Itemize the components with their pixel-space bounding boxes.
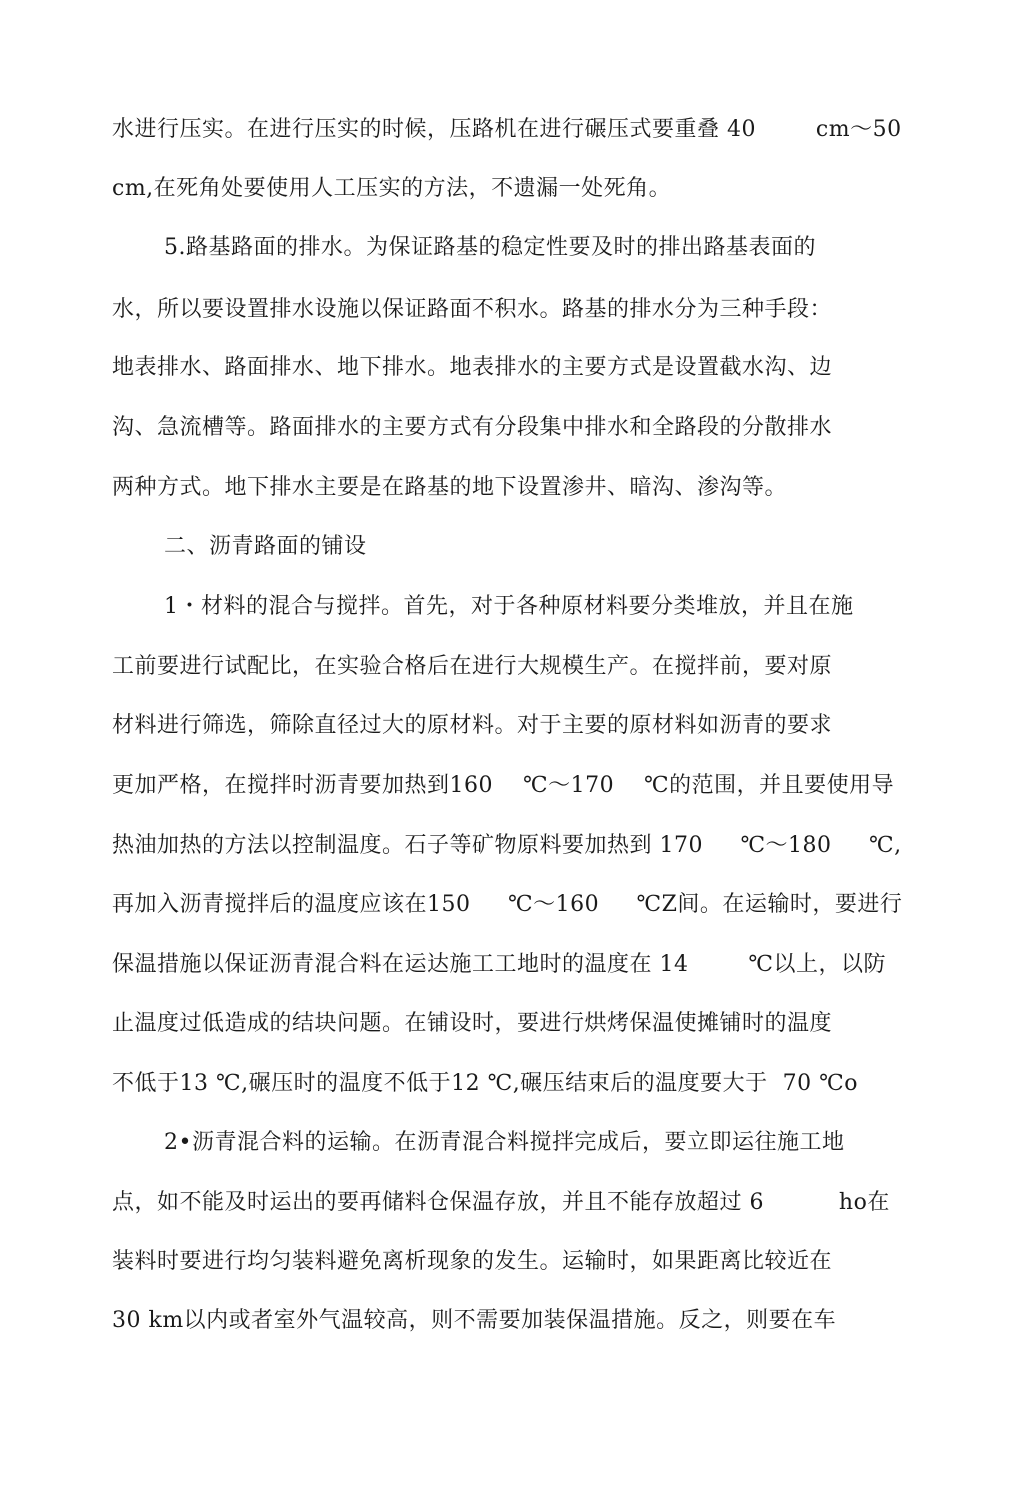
text-line: 地表排水、路面排水、地下排水。地表排水的主要方式是设置截水沟、边 <box>112 355 833 380</box>
text-line: 再加入沥青搅拌后的温度应该在150 ℃～160 ℃Z间。在运输时，要进行 <box>112 892 903 917</box>
text-line: 点，如不能及时运出的要再储料仓保温存放，并且不能存放超过 6 ho在 <box>112 1190 890 1215</box>
text-line: 两种方式。地下排水主要是在路基的地下设置渗井、暗沟、渗沟等。 <box>112 475 788 500</box>
text-line: 工前要进行试配比，在实验合格后在进行大规模生产。在搅拌前，要对原 <box>112 654 833 679</box>
text-line: 热油加热的方法以控制温度。石子等矿物原料要加热到 170 ℃～180 ℃, <box>112 833 902 858</box>
text-line: 材料进行筛选，筛除直径过大的原材料。对于主要的原材料如沥青的要求 <box>112 713 833 738</box>
text-line: 水，所以要设置排水设施以保证路面不积水。路基的排水分为三种手段： <box>112 297 833 322</box>
text-line: 装料时要进行均匀装料避免离析现象的发生。运输时，如果距离比较近在 <box>112 1249 833 1274</box>
text-line: 水进行压实。在进行压实的时候，压路机在进行碾压式要重叠 40 cm～50 <box>112 117 902 142</box>
text-line: 5.路基路面的排水。为保证路基的稳定性要及时的排出路基表面的 <box>164 235 816 260</box>
section-heading: 二、沥青路面的铺设 <box>164 534 367 559</box>
text-line: 2•沥青混合料的运输。在沥青混合料搅拌完成后，要立即运往施工地 <box>164 1130 845 1155</box>
text-line: cm,在死角处要使用人工压实的方法，不遗漏一处死角。 <box>112 176 672 201</box>
text-line: 1・材料的混合与搅拌。首先，对于各种原材料要分类堆放，并且在施 <box>164 594 854 619</box>
text-line: 更加严格，在搅拌时沥青要加热到160 ℃～170 ℃的范围，并且要使用导 <box>112 773 895 798</box>
text-line: 止温度过低造成的结块问题。在铺设时，要进行烘烤保温使摊铺时的温度 <box>112 1011 833 1036</box>
text-line: 保温措施以保证沥青混合料在运达施工工地时的温度在 14 ℃以上，以防 <box>112 952 887 977</box>
text-line: 30 km以内或者室外气温较高，则不需要加装保温措施。反之，则要在车 <box>112 1308 837 1333</box>
text-line: 沟、急流槽等。路面排水的主要方式有分段集中排水和全路段的分散排水 <box>112 415 833 440</box>
text-line: 不低于13 ℃,碾压时的温度不低于12 ℃,碾压结束后的温度要大于 70 ℃o <box>112 1071 859 1096</box>
